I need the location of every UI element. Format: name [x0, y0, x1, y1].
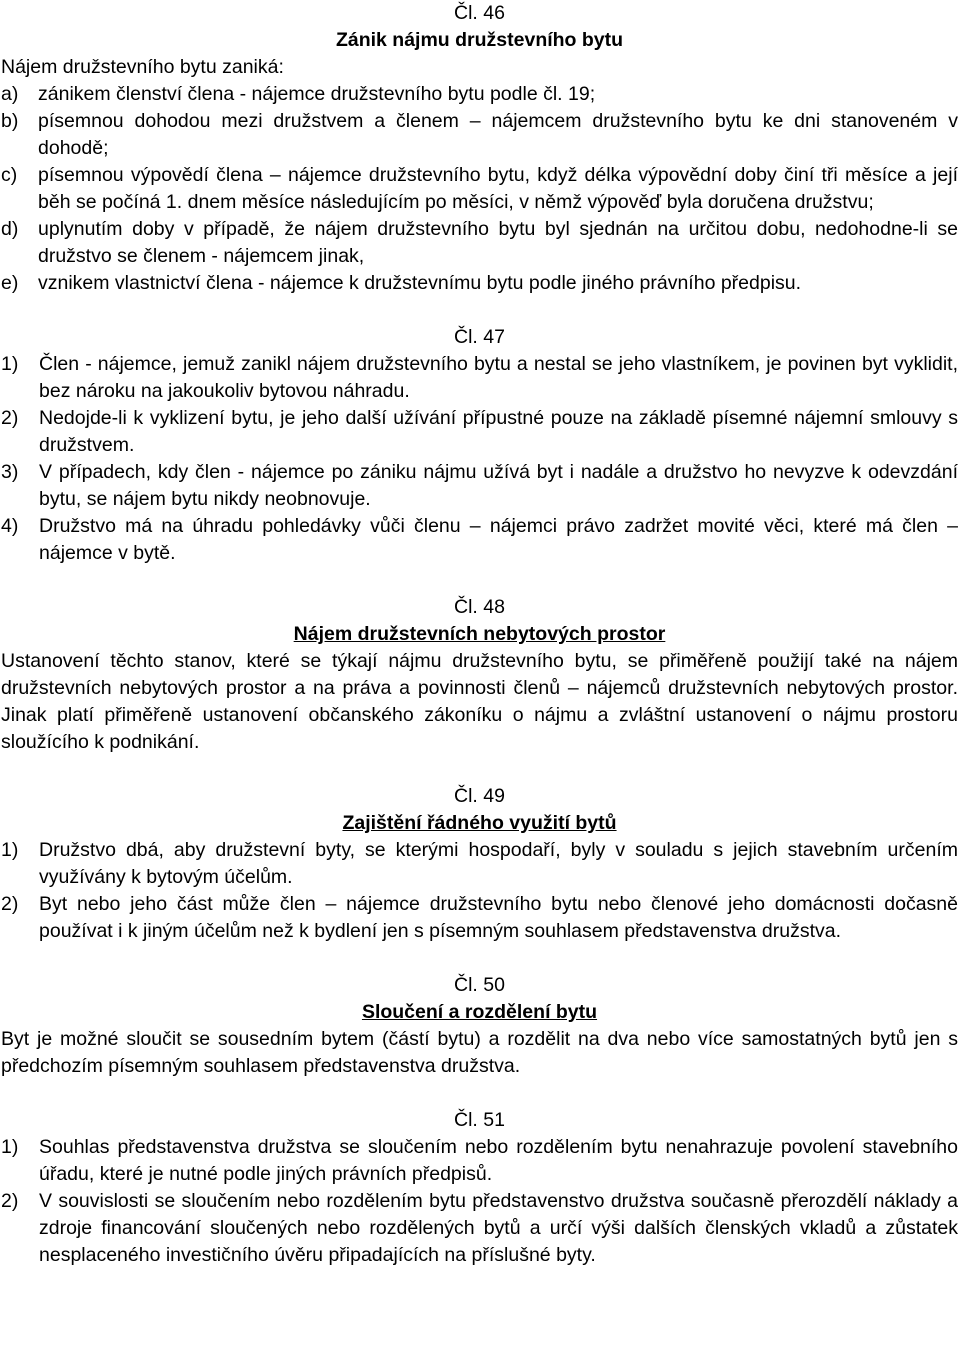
article-number: Čl. 47: [454, 326, 505, 348]
article-47: [1, 324, 958, 567]
list-item: [1, 81, 958, 108]
article-number: Čl. 46: [454, 2, 505, 24]
list-marker: d): [1, 218, 19, 240]
list-item: [1, 837, 958, 891]
list-item-text: Družstvo má na úhradu pohledávky vůči členu – nájemci právo zadržet movité věci, které má člen – nájemce v bytě.: [39, 515, 958, 564]
list-marker: 1): [1, 353, 19, 375]
list-item-text: písemnou výpovědí člena – nájemce družstevního bytu, když délka výpovědní doby činí tři měsíce a její běh se počíná 1. dnem měsíce následujícím po měsíci, v němž výpověď byla doručena družstvu;: [38, 164, 958, 213]
list-item-text: V souvislosti se sloučením nebo rozdělením bytu představenstvo družstva současně přerozdělí náklady a zdroje financování sloučených nebo rozdělených bytů a určí výši dalších členských vkladů a zůstatek nesplaceného investičního úvěru připadajících na příslušné byty.: [39, 1190, 958, 1266]
list-marker: 3): [1, 461, 19, 483]
article-title: Zajištění řádného využití bytů: [342, 812, 617, 834]
list-marker: 2): [1, 407, 19, 429]
article-title: Nájem družstevních nebytových prostor: [293, 623, 666, 645]
list-item: [1, 891, 958, 945]
list-item-text: V případech, kdy člen - nájemce po zániku nájmu užívá byt i nadále a družstvo ho nevyzve k odevzdání bytu, se nájem bytu nikdy neobnovuje.: [39, 461, 958, 510]
list-item: [1, 216, 958, 270]
list-marker: 1): [1, 1136, 19, 1158]
list-item-text: Nedojde-li k vyklizení bytu, je jeho další užívání přípustné pouze na základě písemné nájemní smlouvy s družstvem.: [39, 407, 958, 456]
article-49: [1, 783, 958, 945]
article-number: Čl. 51: [454, 1109, 505, 1131]
list-item-text: vznikem vlastnictví člena - nájemce k družstevnímu bytu podle jiného právního předpisu.: [38, 272, 802, 294]
list-item: [1, 459, 958, 513]
list-item: [1, 108, 958, 162]
article-paragraph: Ustanovení těchto stanov, které se týkají nájmu družstevního bytu, se přiměřeně použijí také na nájem družstevních nebytových prostor a na práva a povinnosti členů – nájemců družstevních nebytových prostor. Jinak platí přiměřeně ustanovení občanského zákoníku o nájmu a zvláštní ustanovení o nájmu prostoru sloužícího k podnikání.: [1, 650, 958, 753]
list-marker: c): [1, 164, 18, 186]
list-item-text: Člen - nájemce, jemuž zanikl nájem družstevního bytu a nestal se jeho vlastníkem, je povinen byt vyklidit, bez nároku na jakoukoliv bytovou náhradu.: [39, 353, 958, 402]
list-item: [1, 162, 958, 216]
list-item-text: Byt nebo jeho část může člen – nájemce družstevního bytu nebo členové jeho domácnosti dočasně používat i k jiným účelům než k bydlení jen s písemným souhlasem představenstva družstva.: [39, 893, 958, 942]
article-number: Čl. 50: [454, 974, 505, 996]
article-51: [1, 1107, 958, 1269]
list-item-text: písemnou dohodou mezi družstvem a členem – nájemcem družstevního bytu ke dni stanoveném v dohodě;: [38, 110, 958, 159]
list-item: [1, 1188, 958, 1269]
list-item-text: uplynutím doby v případě, že nájem družstevního bytu byl sjednán na určitou dobu, nedohodne-li se družstvo se členem - nájemcem jinak,: [38, 218, 958, 267]
list-item: [1, 1134, 958, 1188]
list-item: [1, 270, 958, 297]
list-item-text: Družstvo dbá, aby družstevní byty, se kterými hospodaří, byly v souladu s jejich stavebním určením využívány k bytovým účelům.: [39, 839, 958, 888]
list-marker: 2): [1, 893, 19, 915]
list-item: [1, 405, 958, 459]
list-item: [1, 513, 958, 567]
article-title: Sloučení a rozdělení bytu: [361, 1001, 598, 1023]
list-item-text: zánikem členství člena - nájemce družstevního bytu podle čl. 19;: [38, 83, 596, 105]
list-marker: b): [1, 110, 19, 132]
article-paragraph: Byt je možné sloučit se sousedním bytem (částí bytu) a rozdělit na dva nebo více samostatných bytů jen s předchozím písemným souhlasem představenstva družstva.: [1, 1028, 958, 1077]
article-intro: Nájem družstevního bytu zaniká:: [1, 56, 284, 78]
article-number: Čl. 49: [454, 785, 505, 807]
list-marker: 2): [1, 1190, 19, 1212]
article-50: [1, 972, 958, 1080]
list-item-text: Souhlas představenstva družstva se sloučením nebo rozdělením bytu nenahrazuje povolení stavebního úřadu, které je nutné podle jiných právních předpisů.: [39, 1136, 958, 1185]
article-title: Zánik nájmu družstevního bytu: [335, 29, 624, 51]
article-number: Čl. 48: [454, 596, 505, 618]
list-marker: a): [1, 83, 19, 105]
list-marker: 4): [1, 515, 19, 537]
list-marker: 1): [1, 839, 19, 861]
list-marker: e): [1, 272, 19, 294]
article-48: [1, 594, 958, 756]
article-46: [1, 0, 958, 297]
list-item: [1, 351, 958, 405]
